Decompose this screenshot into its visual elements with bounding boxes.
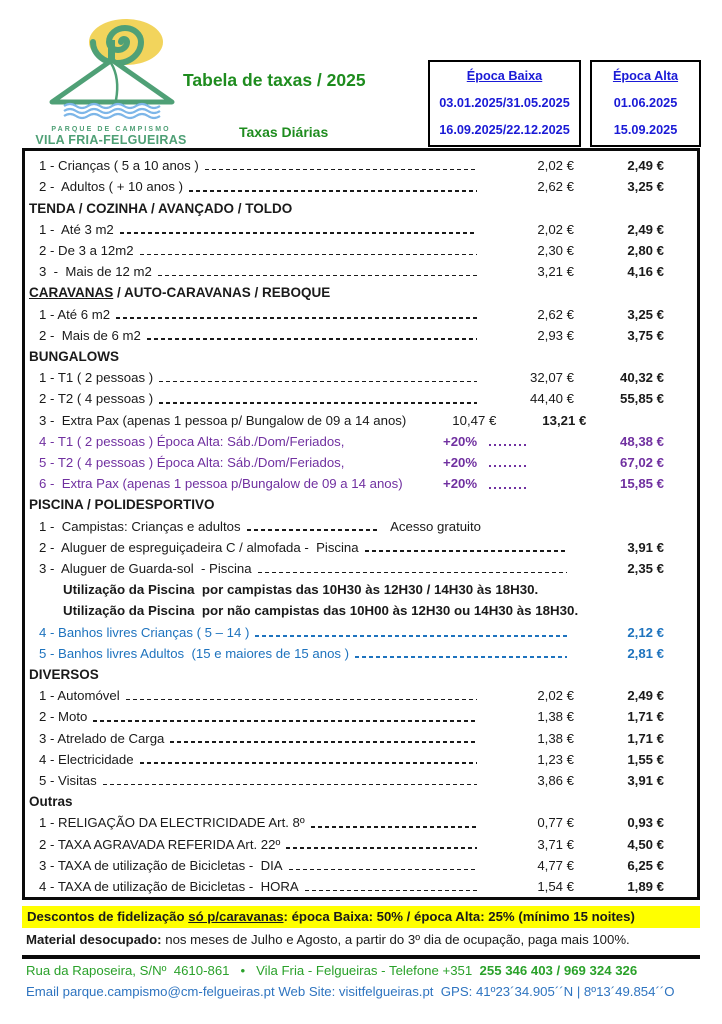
price-epoca-baixa: 4,77 €	[537, 857, 574, 873]
page-title: Tabela de taxas / 2025	[183, 70, 366, 90]
dash-leader	[103, 784, 477, 786]
price-epoca-baixa: 2,62 €	[537, 179, 574, 195]
row-label: 3 - TAXA de utilização de Bicicletas - DIA	[39, 857, 283, 873]
price-epoca-alta: 1,71 €	[627, 730, 664, 746]
section-header-label: DIVERSOS	[29, 666, 99, 682]
price-epoca-alta: 2,80 €	[627, 242, 664, 258]
table-row	[25, 537, 697, 558]
table-row	[25, 409, 697, 430]
row-label: 3 - Aluguer de Guarda-sol - Piscina	[39, 560, 252, 576]
price-epoca-alta: 40,32 €	[620, 370, 664, 386]
dash-leader	[205, 169, 477, 171]
address-text: Rua da Raposeira, S/Nº 4610-861 • Vila Fria - Felgueiras - Telefone +351	[26, 963, 480, 978]
row-label: 2 - Mais de 6 m2	[39, 327, 141, 343]
rate-table	[22, 148, 700, 900]
epoca-alta-date-2: 15.09.2025	[613, 123, 678, 137]
discount-note-underlined: só p/caravanas	[188, 909, 284, 924]
price-epoca-alta: 3,25 €	[627, 306, 664, 322]
table-row	[25, 600, 697, 621]
table-row	[25, 240, 697, 261]
dash-leader	[126, 699, 477, 701]
note-text: Utilização da Piscina por não campistas das 10H00 às 12H30 ou 14H30 às 18H30.	[63, 603, 579, 619]
price-epoca-alta: 6,25 €	[627, 857, 664, 873]
section-header-row	[25, 282, 697, 303]
price-epoca-baixa: 2,93 €	[537, 327, 574, 343]
campsite-logo-icon	[36, 14, 186, 120]
epoca-alta-box	[590, 60, 701, 147]
row-label: 3 - Mais de 12 m2	[39, 264, 152, 280]
section-header-row	[25, 346, 697, 367]
row-label: 2 - TAXA AGRAVADA REFERIDA Art. 22º	[39, 836, 281, 852]
table-row	[25, 727, 697, 748]
dash-leader	[189, 190, 477, 192]
price-epoca-alta: 2,12 €	[627, 624, 664, 640]
price-epoca-alta: 1,55 €	[627, 751, 664, 767]
table-row	[25, 452, 697, 473]
price-epoca-alta: 3,91 €	[627, 539, 664, 555]
dash-leader	[286, 847, 477, 849]
dash-leader	[170, 741, 477, 743]
section-header-label: TENDA / COZINHA / AVANÇADO / TOLDO	[29, 200, 293, 216]
dash-leader	[140, 762, 477, 764]
table-row	[25, 749, 697, 770]
price-epoca-alta: 13,21 €	[542, 412, 587, 428]
price-epoca-baixa: 32,07 €	[530, 370, 574, 386]
section-header-underlined: CARAVANAS	[29, 285, 114, 301]
row-label: 6 - Extra Pax (apenas 1 pessoa p/Bungalow de 09 a 14 anos)	[39, 476, 403, 492]
material-note-bold: Material desocupado:	[26, 932, 162, 947]
epoca-alta-label: Época Alta	[612, 69, 679, 83]
footer-divider	[22, 955, 700, 959]
price-epoca-alta: 4,50 €	[627, 836, 664, 852]
price-epoca-baixa: 0,77 €	[537, 815, 574, 831]
dash-leader	[116, 317, 477, 319]
table-row	[25, 855, 697, 876]
table-row	[25, 685, 697, 706]
epoca-baixa-date-range-2: 16.09.2025/22.12.2025	[439, 123, 570, 137]
price-epoca-alta: 3,75 €	[627, 327, 664, 343]
discount-note-rest: : época Baixa: 50% / época Alta: 25% (mínimo 15 noites)	[283, 909, 635, 924]
table-row	[25, 325, 697, 346]
dash-leader	[365, 550, 567, 552]
row-label: 4 - T1 ( 2 pessoas ) Época Alta: Sáb./Dom/Feriados,	[39, 433, 345, 449]
dash-leader	[247, 529, 380, 531]
row-label: 5 - Banhos livres Adultos (15 e maiores de 15 anos )	[39, 645, 350, 661]
table-row	[25, 834, 697, 855]
section-header-row	[25, 197, 697, 218]
price-epoca-baixa: 2,02 €	[537, 221, 574, 237]
row-label: 1 - Crianças ( 5 a 10 anos )	[39, 158, 199, 174]
loyalty-discount-note	[22, 906, 700, 928]
table-row	[25, 643, 697, 664]
row-label: 2 - Moto	[39, 709, 88, 725]
price-epoca-alta: 1,71 €	[627, 709, 664, 725]
price-epoca-alta: 3,25 €	[627, 179, 664, 195]
table-row	[25, 558, 697, 579]
table-row	[25, 812, 697, 833]
dot-leader	[489, 487, 529, 489]
note-text: Utilização da Piscina por campistas das 10H30 às 12H30 / 14H30 às 18H30.	[63, 582, 539, 598]
price-epoca-alta: 4,16 €	[627, 264, 664, 280]
dash-leader	[255, 635, 567, 637]
page-subtitle: Taxas Diárias	[239, 124, 329, 140]
row-label: 2 - Adultos ( + 10 anos )	[39, 179, 184, 195]
row-label: 1 - Campistas: Crianças e adultos	[39, 518, 241, 534]
dash-leader	[159, 402, 477, 404]
logo-text-small: PARQUE DE CAMPISMO	[51, 126, 171, 133]
material-note-rest: nos meses de Julho e Agosto, a partir do 3º dia de ocupação, paga mais 100%.	[161, 932, 630, 947]
price-epoca-baixa: 3,71 €	[537, 836, 574, 852]
row-label: 1 - RELIGAÇÃO DA ELECTRICIDADE Art. 8º	[39, 815, 305, 831]
table-row	[25, 303, 697, 324]
row-label: 1 - Até 3 m2	[39, 221, 114, 237]
price-epoca-alta: 2,81 €	[627, 645, 664, 661]
epoca-alta-date-1: 01.06.2025	[613, 96, 678, 110]
price-epoca-alta: 67,02 €	[620, 454, 664, 470]
section-header-label: Outras	[29, 794, 73, 810]
row-label: 5 - Visitas	[39, 772, 97, 788]
price-epoca-baixa: 1,38 €	[537, 730, 574, 746]
price-epoca-baixa: 2,62 €	[537, 306, 574, 322]
table-row	[25, 367, 697, 388]
table-row	[25, 176, 697, 197]
dash-leader	[289, 869, 477, 871]
epoca-baixa-label: Época Baixa	[466, 69, 543, 83]
promo-percent: +20%	[443, 433, 478, 449]
price-epoca-alta: 2,49 €	[627, 158, 664, 174]
price-epoca-baixa: 2,02 €	[537, 688, 574, 704]
price-epoca-baixa: 1,38 €	[537, 709, 574, 725]
row-label: 4 - Banhos livres Crianças ( 5 – 14 )	[39, 624, 250, 640]
dash-leader	[140, 254, 477, 256]
price-epoca-baixa: 1,54 €	[537, 879, 574, 894]
table-row	[25, 706, 697, 727]
dash-leader	[311, 826, 477, 828]
row-label: 4 - Electricidade	[39, 751, 134, 767]
section-header-row	[25, 791, 697, 812]
dash-leader	[93, 720, 477, 722]
discount-note-prefix: Descontos de fidelização	[27, 909, 189, 924]
dash-leader	[355, 656, 567, 658]
table-row	[25, 388, 697, 409]
row-label: 1 - Automóvel	[39, 688, 120, 704]
row-label: 4 - TAXA de utilização de Bicicletas - HORA	[39, 879, 299, 894]
section-header-label: PISCINA / POLIDESPORTIVO	[29, 497, 215, 513]
promo-percent: +20%	[443, 476, 478, 492]
price-epoca-alta: 2,49 €	[627, 221, 664, 237]
dash-leader	[158, 275, 477, 277]
table-row	[25, 261, 697, 282]
row-label: 2 - T2 ( 4 pessoas )	[39, 391, 154, 407]
price-epoca-alta: 2,49 €	[627, 688, 664, 704]
price-epoca-baixa: 44,40 €	[530, 391, 574, 407]
table-row	[25, 155, 697, 176]
section-header-label: / AUTO-CARAVANAS / REBOQUE	[113, 285, 331, 301]
free-access-value: Acesso gratuito	[390, 518, 481, 534]
phone-numbers: 255 346 403 / 969 324 326	[479, 963, 638, 978]
table-row	[25, 515, 697, 536]
address-line	[26, 963, 637, 978]
row-label: 1 - T1 ( 2 pessoas )	[39, 370, 154, 386]
price-epoca-alta: 2,35 €	[627, 560, 664, 576]
logo-text-large: VILA FRIA-FELGUEIRAS	[35, 133, 187, 147]
row-label: 2 - De 3 a 12m2	[39, 242, 134, 258]
row-label: 2 - Aluguer de espreguiçadeira C / almofada - Piscina	[39, 539, 359, 555]
section-header-row	[25, 664, 697, 685]
row-label: 1 - Até 6 m2	[39, 306, 111, 322]
price-epoca-baixa: 2,30 €	[537, 242, 574, 258]
dot-leader	[489, 444, 529, 446]
dash-leader	[305, 890, 477, 892]
row-label: 5 - T2 ( 4 pessoas ) Época Alta: Sáb./Dom/Feriados,	[39, 454, 345, 470]
material-note	[26, 932, 630, 947]
dash-leader	[147, 338, 477, 340]
price-epoca-alta: 0,93 €	[627, 815, 664, 831]
dash-leader	[159, 381, 477, 383]
row-label: 3 - Extra Pax (apenas 1 pessoa p/ Bungalow de 09 a 14 anos)	[39, 412, 407, 428]
section-header-row	[25, 494, 697, 515]
price-epoca-baixa: 10,47 €	[452, 412, 497, 428]
price-epoca-baixa: 3,86 €	[537, 772, 574, 788]
table-row	[25, 473, 697, 494]
table-row	[25, 579, 697, 600]
price-epoca-alta: 48,38 €	[620, 433, 664, 449]
table-row	[25, 876, 697, 897]
price-epoca-alta: 3,91 €	[627, 772, 664, 788]
price-epoca-baixa: 1,23 €	[537, 751, 574, 767]
campsite-logo	[28, 14, 194, 147]
price-epoca-alta: 55,85 €	[620, 391, 664, 407]
price-epoca-baixa: 3,21 €	[537, 264, 574, 280]
table-row	[25, 770, 697, 791]
section-header-label: BUNGALOWS	[29, 348, 119, 364]
price-epoca-baixa: 2,02 €	[537, 158, 574, 174]
promo-percent: +20%	[443, 454, 478, 470]
table-row	[25, 219, 697, 240]
row-label: 3 - Atrelado de Carga	[39, 730, 165, 746]
table-row	[25, 431, 697, 452]
contact-line: Email parque.campismo@cm-felgueiras.pt Web Site: visitfelgueiras.pt GPS: 41º23´34.905´´N | 8º13´49.854´´O	[26, 984, 675, 999]
dot-leader	[489, 465, 529, 467]
epoca-baixa-date-range-1: 03.01.2025/31.05.2025	[439, 96, 570, 110]
price-epoca-alta: 15,85 €	[620, 476, 664, 492]
dash-leader	[120, 232, 477, 234]
table-row	[25, 621, 697, 642]
price-epoca-alta: 1,89 €	[627, 879, 664, 894]
epoca-baixa-box	[428, 60, 581, 147]
dash-leader	[258, 572, 567, 574]
